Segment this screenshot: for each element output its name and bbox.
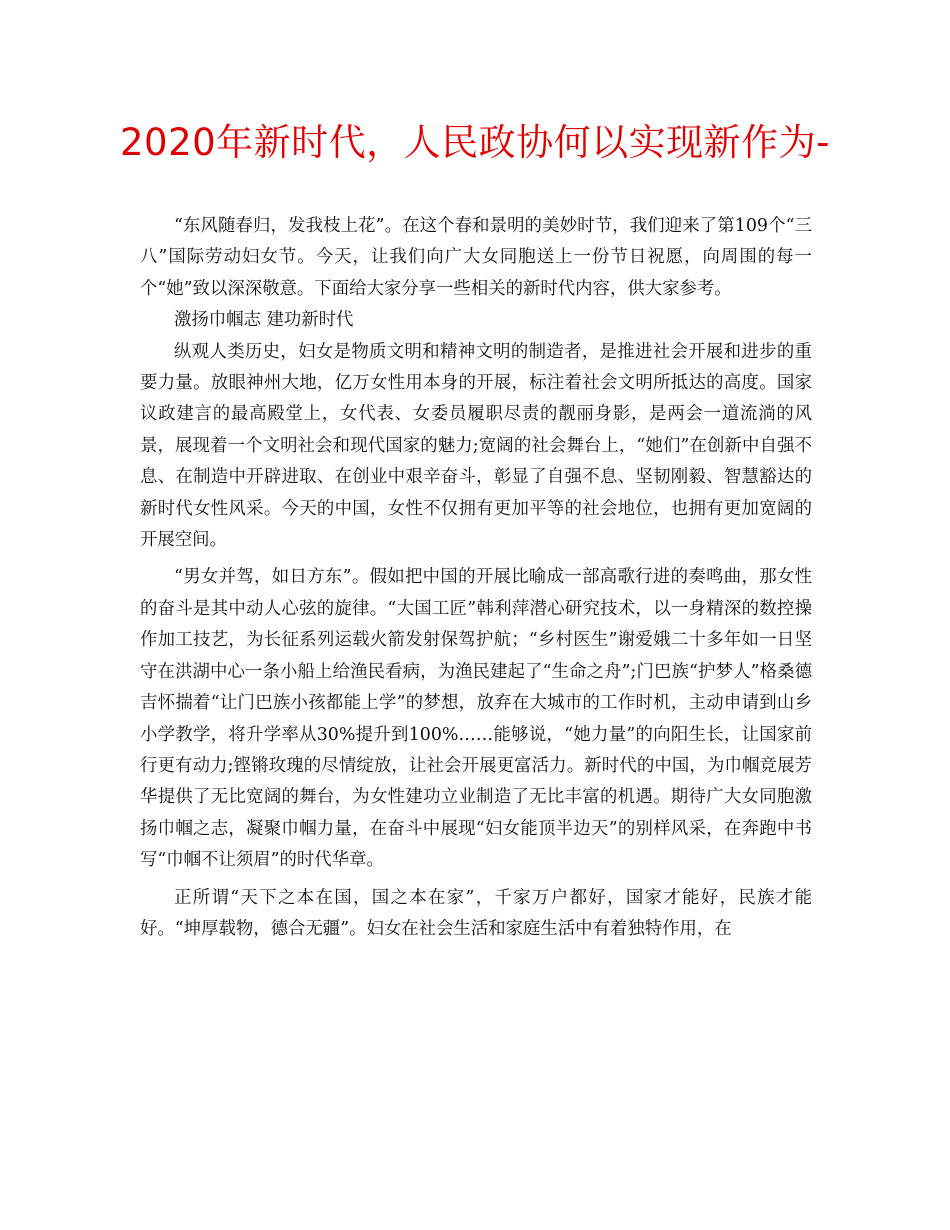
section-heading: 激扬巾帼志 建功新时代 — [174, 310, 354, 331]
document-body — [140, 211, 812, 945]
paragraph-family: 正所谓“天下之本在国，国之本在家”，千家万户都好，国家才能好，民族才能好。“坤厚载物，德合无疆”。妇女在社会生活和家庭生活中有着独特作用，在 — [140, 887, 812, 939]
document-title: 2020年新时代，人民政协何以实现新作为- — [120, 121, 831, 164]
paragraph-intro: “东风随春归，发我枝上花”。在这个春和景明的美妙时节，我们迎来了第109个“三八”国际劳动妇女节。今天，让我们向广大女同胞送上一份节日祝愿，向周围的每一个“她”致以深深敬意。下面给大家分享一些相关的新时代内容，供大家参考。 — [140, 216, 812, 299]
paragraph-achievements: “男女并驾，如日方东”。假如把中国的开展比喻成一部高歌行进的奏鸣曲，那女性的奋斗是其中动人心弦的旋律。“大国工匠”韩利萍潜心研究技术，以一身精深的数控操作加工技艺，为长征系列运载火箭发射保驾护航；“乡村医生”谢爱娥二十多年如一日坚守在洪湖中心一条小船上给渔民看病，为渔民建起了“生命之舟”;门巴族“护梦人”格桑德吉怀揣着“让门巴族小孩都能上学”的梦想，放弃在大城市的工作时机，主动申请到山乡小学教学，将升学率从30%提升到100%……能够说，“她力量”的向阳生长，让国家前行更有动力;铿锵玫瑰的尽情绽放，让社会开展更富活力。新时代的中国，为巾帼竞展芳华提供了无比宽阔的舞台，为女性建功立业制造了无比丰富的机遇。期待广大女同胞激扬巾帼之志，凝聚巾帼力量，在奋斗中展现“妇女能顶半边天”的别样风采，在奔跑中书写“巾帼不让须眉”的时代华章。 — [140, 567, 812, 871]
paragraph-history: 纵观人类历史，妇女是物质文明和精神文明的制造者，是推进社会开展和进步的重要力量。放眼神州大地，亿万女性用本身的开展，标注着社会文明所抵达的高度。国家议政建言的最高殿堂上，女代表、女委员履职尽责的靓丽身影，是两会一道流淌的风景，展现着一个文明社会和现代国家的魅力;宽阔的社会舞台上，“她们”在创新中自强不息、在制造中开辟进取、在创业中艰辛奋斗，彰显了自强不息、坚韧刚毅、智慧豁达的新时代女性风采。今天的中国，女性不仅拥有更加平等的社会地位，也拥有更加宽阔的开展空间。 — [140, 341, 812, 551]
